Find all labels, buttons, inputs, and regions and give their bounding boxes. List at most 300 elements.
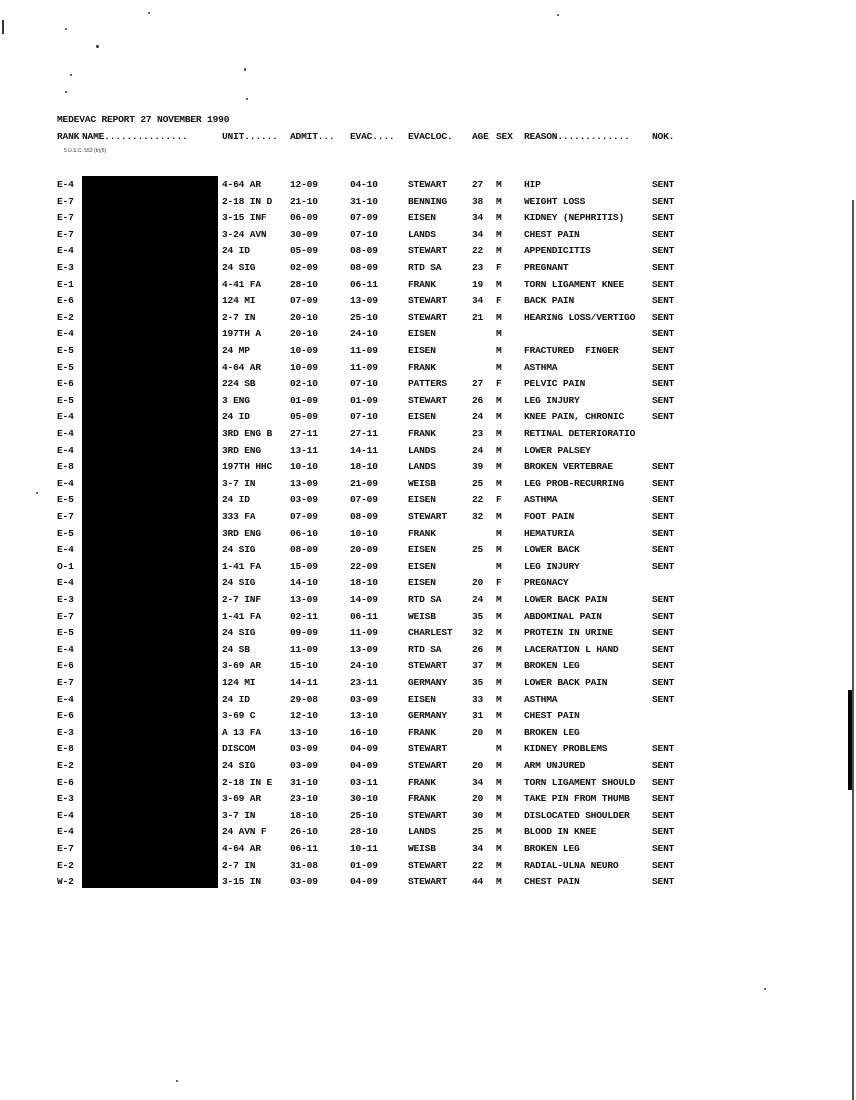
header-rank: RANK [57,131,80,142]
cell-reason: PREGNACY [524,577,569,589]
cell-admit-date: 14-10 [290,577,318,589]
cell-sex: M [496,793,502,805]
cell-sex: M [496,843,502,854]
cell-age: 25 [472,477,484,489]
cell-unit: 3RD ENG [222,527,261,539]
cell-admit-date: 30-09 [290,228,318,240]
cell-sex: M [496,643,502,655]
cell-admit-date: 13-10 [290,726,318,738]
cell-admit-date: 20-10 [290,328,318,340]
report-title: MEDEVAC REPORT 27 NOVEMBER 1990 [57,114,230,125]
cell-evac-date: 06-11 [350,610,378,622]
cell-evac-location: EISEN [408,345,436,356]
scan-speck [764,988,766,990]
cell-admit-date: 10-10 [290,461,318,473]
cell-age: 35 [472,610,484,622]
cell-rank: E-5 [57,361,74,373]
cell-unit: 3RD ENG [222,444,261,456]
cell-rank: E-4 [57,577,74,589]
cell-reason: CHEST PAIN [524,876,580,888]
cell-evac-location: RTD SA [408,594,442,605]
cell-nok-status: SENT [652,394,675,406]
cell-age: 24 [472,444,484,456]
cell-rank: E-7 [57,212,74,224]
cell-nok-status: SENT [652,809,675,821]
cell-admit-date: 05-09 [290,245,318,257]
cell-unit: 24 SIG [222,760,256,771]
scan-speck [148,12,150,14]
cell-evac-date: 25-10 [350,311,378,323]
cell-rank: E-4 [57,328,74,340]
cell-evac-date: 16-10 [350,726,378,738]
cell-rank: E-7 [57,228,74,240]
cell-rank: E-3 [57,262,74,273]
cell-evac-date: 08-09 [350,262,378,273]
cell-rank: E-7 [57,677,74,688]
cell-evac-date: 06-11 [350,278,378,290]
cell-reason: ASTHMA [524,494,558,506]
cell-unit: 224 SB [222,378,256,390]
scan-speck [244,68,246,71]
cell-rank: E-4 [57,444,74,456]
cell-admit-date: 01-09 [290,394,318,406]
scan-speck [65,91,67,93]
cell-evac-location: STEWART [408,876,447,888]
cell-sex: M [496,428,502,439]
cell-unit: 4-64 AR [222,843,261,854]
cell-unit: 24 SB [222,643,250,655]
cell-nok-status: SENT [652,262,675,273]
cell-reason: PELVIC PAIN [524,378,586,390]
cell-reason: APPENDICITIS [524,245,591,257]
cell-reason: BROKEN LEG [524,660,580,672]
cell-evac-location: LANDS [408,826,436,838]
cell-reason: BROKEN LEG [524,843,580,854]
cell-sex: M [496,245,502,257]
cell-sex: M [496,809,502,821]
cell-age: 37 [472,660,484,672]
cell-reason: ARM UNJURED [524,760,586,771]
cell-admit-date: 06-11 [290,843,318,854]
cell-sex: M [496,776,502,788]
cell-unit: 24 ID [222,245,250,257]
cell-unit: DISCOM [222,743,256,755]
cell-age: 34 [472,212,484,224]
cell-age: 27 [472,378,484,390]
cell-evac-date: 14-11 [350,444,378,456]
cell-rank: W-2 [57,876,74,888]
column-header-row [0,131,856,143]
cell-reason: CHEST PAIN [524,710,580,722]
cell-rank: E-5 [57,627,74,639]
cell-evac-location: EISEN [408,693,436,705]
cell-evac-date: 13-09 [350,643,378,655]
cell-unit: 4-41 FA [222,278,261,290]
cell-sex: M [496,511,502,522]
cell-evac-date: 07-09 [350,212,378,224]
scan-speck [65,28,67,30]
cell-reason: BROKEN LEG [524,726,580,738]
cell-admit-date: 10-09 [290,361,318,373]
cell-evac-location: EISEN [408,544,436,556]
cell-admit-date: 13-09 [290,477,318,489]
cell-sex: M [496,627,502,639]
cell-evac-date: 07-10 [350,411,378,423]
cell-nok-status: SENT [652,477,675,489]
cell-rank: E-4 [57,544,74,556]
cell-sex: M [496,394,502,406]
cell-rank: E-4 [57,428,74,439]
cell-unit: 1-41 FA [222,560,261,572]
cell-rank: E-6 [57,378,74,390]
cell-rank: E-5 [57,345,74,356]
cell-evac-location: GERMANY [408,710,447,722]
cell-sex: M [496,743,502,755]
cell-nok-status: SENT [652,195,675,207]
cell-unit: A 13 FA [222,726,261,738]
cell-evac-date: 11-09 [350,345,378,356]
cell-rank: E-6 [57,295,74,307]
cell-admit-date: 02-10 [290,378,318,390]
header-reason: REASON............. [524,131,630,142]
cell-age: 25 [472,826,484,838]
cell-unit: 24 SIG [222,262,256,273]
cell-admit-date: 15-09 [290,560,318,572]
cell-rank: O-1 [57,560,74,572]
cell-nok-status: SENT [652,361,675,373]
cell-evac-date: 13-09 [350,295,378,307]
cell-evac-date: 31-10 [350,195,378,207]
cell-evac-date: 23-11 [350,677,378,688]
cell-age: 24 [472,594,484,605]
cell-evac-location: GERMANY [408,677,447,688]
cell-rank: E-4 [57,477,74,489]
cell-evac-location: BENNING [408,195,447,207]
cell-sex: M [496,527,502,539]
cell-reason: LACERATION L HAND [524,643,619,655]
cell-age: 34 [472,295,484,307]
cell-evac-location: FRANK [408,278,436,290]
cell-nok-status: SENT [652,843,675,854]
cell-evac-location: EISEN [408,560,436,572]
cell-age: 22 [472,859,484,871]
scan-speck [70,74,72,76]
cell-admit-date: 27-11 [290,428,318,439]
cell-age: 39 [472,461,484,473]
cell-age: 20 [472,577,484,589]
cell-age: 23 [472,428,484,439]
cell-evac-location: WEISB [408,477,436,489]
cell-sex: M [496,311,502,323]
cell-rank: E-2 [57,760,74,771]
cell-sex: M [496,278,502,290]
cell-admit-date: 20-10 [290,311,318,323]
cell-rank: E-3 [57,793,74,805]
cell-nok-status: SENT [652,295,675,307]
cell-age: 35 [472,677,484,688]
cell-evac-location: WEISB [408,610,436,622]
cell-nok-status: SENT [652,245,675,257]
cell-nok-status: SENT [652,179,675,190]
cell-unit: 3-15 INF [222,212,267,224]
cell-age: 33 [472,693,484,705]
cell-unit: 124 MI [222,677,256,688]
cell-nok-status: SENT [652,228,675,240]
cell-sex: M [496,610,502,622]
cell-rank: E-3 [57,594,74,605]
cell-admit-date: 12-09 [290,179,318,190]
cell-reason: HEMATURIA [524,527,575,539]
cell-admit-date: 06-09 [290,212,318,224]
cell-reason: RADIAL-ULNA NEURO [524,859,619,871]
cell-rank: E-4 [57,809,74,821]
cell-unit: 3-69 C [222,710,256,722]
cell-evac-location: FRANK [408,527,436,539]
cell-nok-status: SENT [652,411,675,423]
cell-sex: M [496,859,502,871]
cell-admit-date: 03-09 [290,760,318,771]
cell-sex: F [496,378,502,390]
redaction-caption: 5 U.S.C. 552 (b)(6) [64,148,107,154]
cell-evac-location: EISEN [408,577,436,589]
cell-nok-status: SENT [652,511,675,522]
cell-unit: 197TH A [222,328,261,340]
cell-nok-status: SENT [652,328,675,340]
cell-evac-location: FRANK [408,776,436,788]
cell-evac-date: 01-09 [350,394,378,406]
cell-nok-status: SENT [652,212,675,224]
cell-admit-date: 03-09 [290,494,318,506]
cell-reason: TORN LIGAMENT KNEE [524,278,625,290]
cell-nok-status: SENT [652,693,675,705]
cell-sex: M [496,826,502,838]
header-evacloc: EVACLOC. [408,131,453,142]
cell-evac-location: LANDS [408,444,436,456]
cell-evac-location: PATTERS [408,378,447,390]
cell-age: 30 [472,809,484,821]
cell-rank: E-4 [57,643,74,655]
cell-evac-date: 24-10 [350,328,378,340]
cell-admit-date: 08-09 [290,544,318,556]
cell-reason: RETINAL DETERIORATIO [524,428,636,439]
cell-reason: CHEST PAIN [524,228,580,240]
cell-age: 26 [472,394,484,406]
cell-unit: 24 ID [222,411,250,423]
cell-rank: E-7 [57,195,74,207]
cell-rank: E-4 [57,693,74,705]
cell-evac-date: 14-09 [350,594,378,605]
header-nok: NOK. [652,131,675,142]
cell-sex: F [496,577,502,589]
cell-unit: 197TH HHC [222,461,273,473]
cell-sex: M [496,760,502,771]
cell-sex: M [496,693,502,705]
cell-rank: E-5 [57,494,74,506]
cell-evac-date: 07-10 [350,228,378,240]
cell-age: 22 [472,494,484,506]
scan-edge-line [852,200,854,1100]
cell-age: 22 [472,245,484,257]
cell-sex: M [496,560,502,572]
cell-admit-date: 13-11 [290,444,318,456]
header-admit: ADMIT... [290,131,335,142]
cell-reason: PREGNANT [524,262,569,273]
cell-evac-location: STEWART [408,511,447,522]
cell-nok-status: SENT [652,760,675,771]
cell-unit: 3-24 AVN [222,228,267,240]
cell-sex: M [496,726,502,738]
cell-evac-date: 04-09 [350,760,378,771]
cell-rank: E-1 [57,278,74,290]
cell-reason: KIDNEY PROBLEMS [524,743,608,755]
cell-evac-location: EISEN [408,494,436,506]
cell-admit-date: 06-10 [290,527,318,539]
cell-nok-status: SENT [652,378,675,390]
cell-evac-location: FRANK [408,793,436,805]
cell-sex: M [496,212,502,224]
cell-evac-location: EISEN [408,411,436,423]
cell-reason: FOOT PAIN [524,511,575,522]
cell-sex: M [496,411,502,423]
cell-age: 20 [472,760,484,771]
cell-evac-date: 18-10 [350,577,378,589]
cell-age: 21 [472,311,484,323]
cell-admit-date: 26-10 [290,826,318,838]
cell-evac-date: 20-09 [350,544,378,556]
cell-rank: E-4 [57,245,74,257]
cell-unit: 124 MI [222,295,256,307]
cell-age: 34 [472,228,484,240]
cell-reason: LEG INJURY [524,560,580,572]
scan-speck [2,20,4,34]
header-name: NAME............... [82,131,188,142]
cell-unit: 2-7 IN [222,859,256,871]
cell-evac-location: EISEN [408,328,436,340]
cell-evac-date: 24-10 [350,660,378,672]
cell-nok-status: SENT [652,677,675,688]
cell-reason: BROKEN VERTEBRAE [524,461,613,473]
cell-evac-location: STEWART [408,179,447,190]
cell-age: 27 [472,179,484,190]
cell-reason: LOWER BACK PAIN [524,594,608,605]
cell-evac-location: RTD SA [408,262,442,273]
cell-evac-date: 13-10 [350,710,378,722]
cell-reason: ABDOMINAL PAIN [524,610,602,622]
scan-speck [246,98,248,100]
cell-admit-date: 28-10 [290,278,318,290]
cell-rank: E-7 [57,511,74,522]
cell-age: 32 [472,627,484,639]
cell-sex: M [496,594,502,605]
scan-speck [96,45,99,48]
cell-reason: HIP [524,179,541,190]
cell-nok-status: SENT [652,610,675,622]
cell-reason: WEIGHT LOSS [524,195,586,207]
cell-evac-date: 08-09 [350,511,378,522]
cell-evac-location: CHARLEST [408,627,453,639]
cell-nok-status: SENT [652,278,675,290]
cell-sex: M [496,461,502,473]
cell-age: 32 [472,511,484,522]
cell-evac-date: 10-10 [350,527,378,539]
cell-evac-date: 25-10 [350,809,378,821]
cell-sex: M [496,477,502,489]
cell-unit: 4-64 AR [222,361,261,373]
cell-reason: LOWER PALSEY [524,444,591,456]
cell-admit-date: 03-09 [290,743,318,755]
cell-admit-date: 29-08 [290,693,318,705]
cell-rank: E-7 [57,843,74,854]
cell-sex: M [496,660,502,672]
cell-reason: KIDNEY (NEPHRITIS) [524,212,625,224]
cell-evac-date: 03-09 [350,693,378,705]
cell-age: 34 [472,843,484,854]
cell-evac-date: 11-09 [350,361,378,373]
cell-evac-location: EISEN [408,212,436,224]
cell-unit: 3 ENG [222,394,250,406]
cell-rank: E-4 [57,411,74,423]
cell-unit: 24 ID [222,693,250,705]
cell-reason: BACK PAIN [524,295,575,307]
cell-admit-date: 05-09 [290,411,318,423]
cell-nok-status: SENT [652,627,675,639]
cell-unit: 1-41 FA [222,610,261,622]
cell-nok-status: SENT [652,311,675,323]
cell-unit: 3-69 AR [222,793,261,805]
cell-unit: 24 SIG [222,627,256,639]
cell-sex: F [496,295,502,307]
cell-rank: E-8 [57,743,74,755]
cell-rank: E-6 [57,710,74,722]
cell-unit: 24 ID [222,494,250,506]
cell-age: 20 [472,793,484,805]
cell-admit-date: 13-09 [290,594,318,605]
cell-evac-date: 30-10 [350,793,378,805]
cell-evac-location: STEWART [408,394,447,406]
cell-unit: 2-7 IN [222,311,256,323]
cell-age: 38 [472,195,484,207]
header-evac: EVAC.... [350,131,395,142]
cell-evac-date: 07-10 [350,378,378,390]
cell-rank: E-2 [57,311,74,323]
header-sex: SEX [496,131,513,142]
cell-rank: E-2 [57,859,74,871]
cell-evac-date: 11-09 [350,627,378,639]
cell-age: 19 [472,278,484,290]
scan-speck [176,1080,178,1082]
cell-evac-date: 07-09 [350,494,378,506]
cell-sex: M [496,228,502,240]
cell-admit-date: 02-09 [290,262,318,273]
cell-admit-date: 18-10 [290,809,318,821]
cell-evac-date: 04-09 [350,743,378,755]
cell-nok-status: SENT [652,643,675,655]
cell-rank: E-7 [57,610,74,622]
cell-reason: LOWER BACK PAIN [524,677,608,688]
cell-nok-status: SENT [652,527,675,539]
cell-nok-status: SENT [652,594,675,605]
cell-evac-location: FRANK [408,428,436,439]
cell-age: 26 [472,643,484,655]
cell-unit: 24 MP [222,345,250,356]
cell-age: 31 [472,710,484,722]
cell-evac-location: WEISB [408,843,436,854]
cell-unit: 3-69 AR [222,660,261,672]
cell-evac-location: STEWART [408,295,447,307]
cell-nok-status: SENT [652,660,675,672]
cell-admit-date: 09-09 [290,627,318,639]
cell-sex: M [496,195,502,207]
